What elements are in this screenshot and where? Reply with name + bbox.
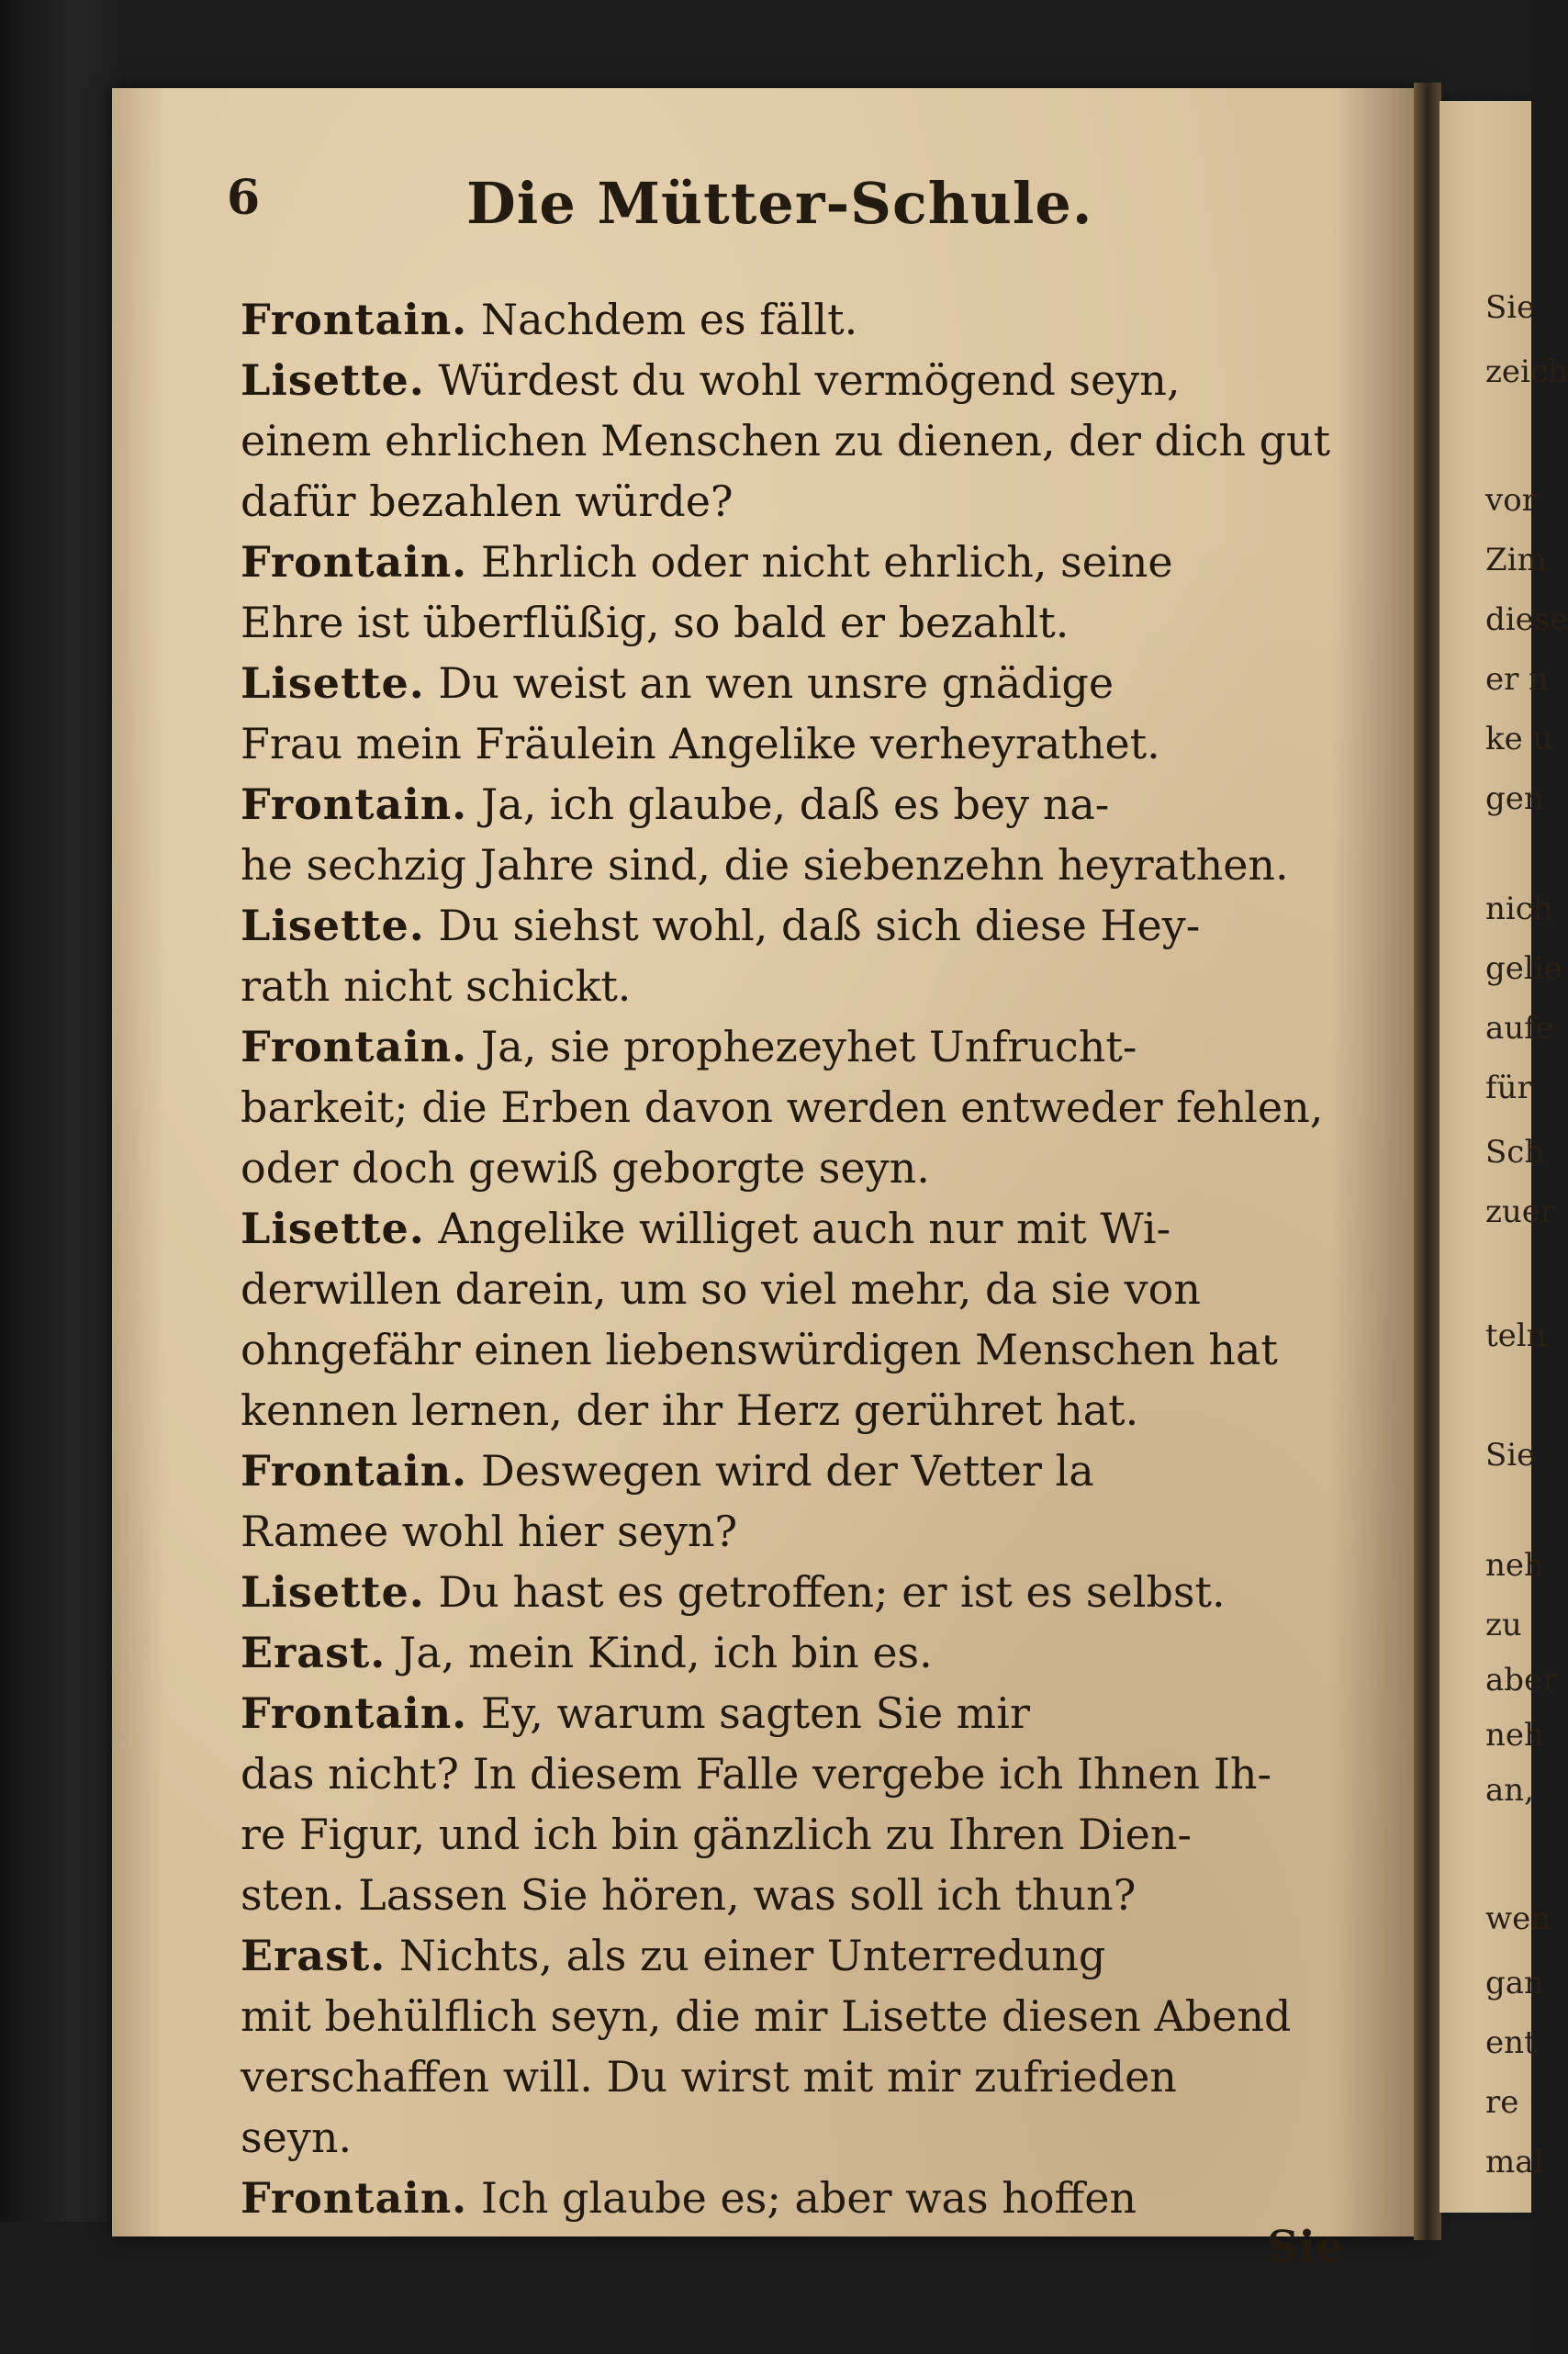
page-header (0, 170, 1531, 243)
line-text: Ehre ist überflüßig, so bald er bezahlt. (241, 598, 1070, 647)
speaker-name: Frontain. (241, 537, 468, 587)
line-text: Ja, ich glaube, daß es bey na- (467, 779, 1110, 829)
text-line (241, 1077, 1361, 1138)
text-line (241, 895, 1361, 956)
speaker-name: Erast. (241, 1931, 386, 1980)
line-text: Ja, sie prophezeyhet Unfrucht- (467, 1022, 1137, 1071)
text-line (241, 956, 1361, 1016)
facing-page-fragment: vor (1485, 482, 1537, 519)
line-text: Du hast es getroffen; er ist es selbst. (424, 1567, 1226, 1617)
facing-page-fragment: Sie (1485, 1437, 1536, 1474)
facing-page-fragment: diese (1485, 601, 1568, 638)
text-line (241, 1804, 1361, 1865)
text-line (241, 1865, 1361, 1925)
facing-page-fragment: nich (1485, 891, 1553, 927)
text-line (241, 1319, 1361, 1380)
line-text: das nicht? In diesem Falle vergebe ich Ihnen Ih- (241, 1749, 1272, 1799)
facing-page-fragment: zeich (1485, 353, 1568, 390)
line-text: Ramee wohl hier seyn? (241, 1507, 738, 1556)
text-line (241, 2168, 1361, 2228)
speaker-name: Frontain. (241, 2173, 468, 2223)
text-line (241, 350, 1361, 410)
text-line (241, 1986, 1361, 2046)
line-text: Deswegen wird der Vetter la (467, 1446, 1094, 1496)
speaker-name: Lisette. (241, 658, 425, 708)
speaker-name: Frontain. (241, 1446, 468, 1496)
text-line (241, 1562, 1361, 1622)
line-text: Würdest du wohl vermögend seyn, (424, 355, 1181, 405)
book-cover-top (0, 0, 1531, 92)
line-text: verschaffen will. Du wirst mit mir zufrieden (241, 2052, 1177, 2102)
line-text: oder doch gewiß geborgte seyn. (241, 1143, 930, 1193)
text-line (241, 1743, 1361, 1804)
line-text: einem ehrlichen Menschen zu dienen, der dich gut (241, 416, 1331, 465)
facing-page-fragment: wen (1485, 1900, 1551, 1937)
speaker-name: Lisette. (241, 1567, 425, 1617)
line-text: he sechzig Jahre sind, die siebenzehn heyrathen. (241, 840, 1289, 890)
line-text: Nachdem es fällt. (467, 295, 858, 344)
facing-page-fragment: Sie (1485, 289, 1536, 326)
facing-page-fragment: ke u (1485, 721, 1553, 757)
facing-page-fragment: an, (1485, 1772, 1534, 1809)
facing-page-fragment: re (1485, 2084, 1519, 2121)
speaker-name: Frontain. (241, 1022, 468, 1071)
facing-page-fragment: zuer (1485, 1194, 1556, 1230)
facing-page-edge (1439, 101, 1568, 2213)
line-text: Du siehst wohl, daß sich diese Hey- (424, 901, 1201, 950)
text-line (241, 1016, 1361, 1077)
facing-page-fragment: teln (1485, 1317, 1547, 1354)
line-text: Du weist an wen unsre gnädige (424, 658, 1114, 708)
facing-page-fragment: neh (1485, 1547, 1544, 1584)
line-text: dafür bezahlen würde? (241, 476, 734, 526)
line-text: barkeit; die Erben davon werden entweder fehlen, (241, 1082, 1324, 1132)
speaker-name: Lisette. (241, 1204, 425, 1253)
line-text: Ich glaube es; aber was hoffen (467, 2173, 1137, 2223)
facing-page-fragment: Sch (1485, 1134, 1545, 1171)
line-text: kennen lernen, der ihr Herz gerühret hat. (241, 1385, 1139, 1435)
text-line (241, 410, 1361, 471)
facing-page-fragment: für (1485, 1070, 1532, 1106)
text-line (241, 289, 1361, 350)
text-line (241, 2107, 1361, 2168)
text-line (241, 1440, 1361, 1501)
facing-page-fragment: gan (1485, 1965, 1544, 2001)
speaker-name: Lisette. (241, 355, 425, 405)
text-line (241, 2046, 1361, 2107)
facing-page-fragment: neh (1485, 1717, 1544, 1754)
text-line (241, 1501, 1361, 1562)
line-text: re Figur, und ich bin gänzlich zu Ihren Dien- (241, 1810, 1193, 1859)
facing-page-fragment: mal (1485, 2144, 1544, 2180)
speaker-name: Erast. (241, 1628, 386, 1677)
catchword: Sie (1267, 2222, 1344, 2273)
text-line (241, 774, 1361, 835)
facing-page-fragment: Zim (1485, 542, 1547, 578)
text-line (241, 592, 1361, 653)
facing-page-fragment: ent (1485, 2024, 1537, 2061)
text-line (241, 1380, 1361, 1440)
line-text: mit behülflich seyn, die mir Lisette diesen Abend (241, 1991, 1292, 2041)
text-line (241, 1198, 1361, 1259)
speaker-name: Frontain. (241, 295, 468, 344)
speaker-name: Lisette. (241, 901, 425, 950)
text-line (241, 835, 1361, 895)
text-line (241, 653, 1361, 713)
line-text: Ehrlich oder nicht ehrlich, seine (467, 537, 1173, 587)
text-line (241, 471, 1361, 532)
line-text: Ey, warum sagten Sie mir (467, 1688, 1031, 1738)
line-text: derwillen darein, um so viel mehr, da sie von (241, 1264, 1201, 1314)
text-line (241, 532, 1361, 592)
line-text: Frau mein Fräulein Angelike verheyrathet. (241, 719, 1160, 768)
text-line (241, 713, 1361, 774)
text-line (241, 1138, 1361, 1198)
line-text: ohngefähr einen liebenswürdigen Menschen hat (241, 1325, 1278, 1374)
line-text: sten. Lassen Sie hören, was soll ich thun? (241, 1870, 1137, 1920)
facing-page-fragment: er n (1485, 661, 1550, 698)
line-text: Angelike williget auch nur mit Wi- (424, 1204, 1171, 1253)
line-text: rath nicht schickt. (241, 961, 632, 1011)
line-text: Ja, mein Kind, ich bin es. (386, 1628, 933, 1677)
text-line (241, 1925, 1361, 1986)
facing-page-fragment: gelie (1485, 950, 1562, 987)
speaker-name: Frontain. (241, 779, 468, 829)
facing-page-fragment: aufe (1485, 1010, 1554, 1047)
text-line (241, 1683, 1361, 1743)
facing-page-fragment: zu (1485, 1607, 1522, 1643)
line-text: Nichts, als zu einer Unterredung (386, 1931, 1106, 1980)
facing-page-fragment: aber (1485, 1662, 1558, 1698)
book-cover-left (0, 0, 119, 2354)
text-line (241, 1622, 1361, 1683)
book-gutter (1414, 83, 1441, 2240)
running-title: Die Mütter-Schule. (466, 170, 1093, 237)
page-number: 6 (227, 170, 261, 226)
text-line (241, 1259, 1361, 1319)
speaker-name: Frontain. (241, 1688, 468, 1738)
facing-page-fragment: gen (1485, 780, 1544, 817)
line-text: seyn. (241, 2113, 353, 2162)
